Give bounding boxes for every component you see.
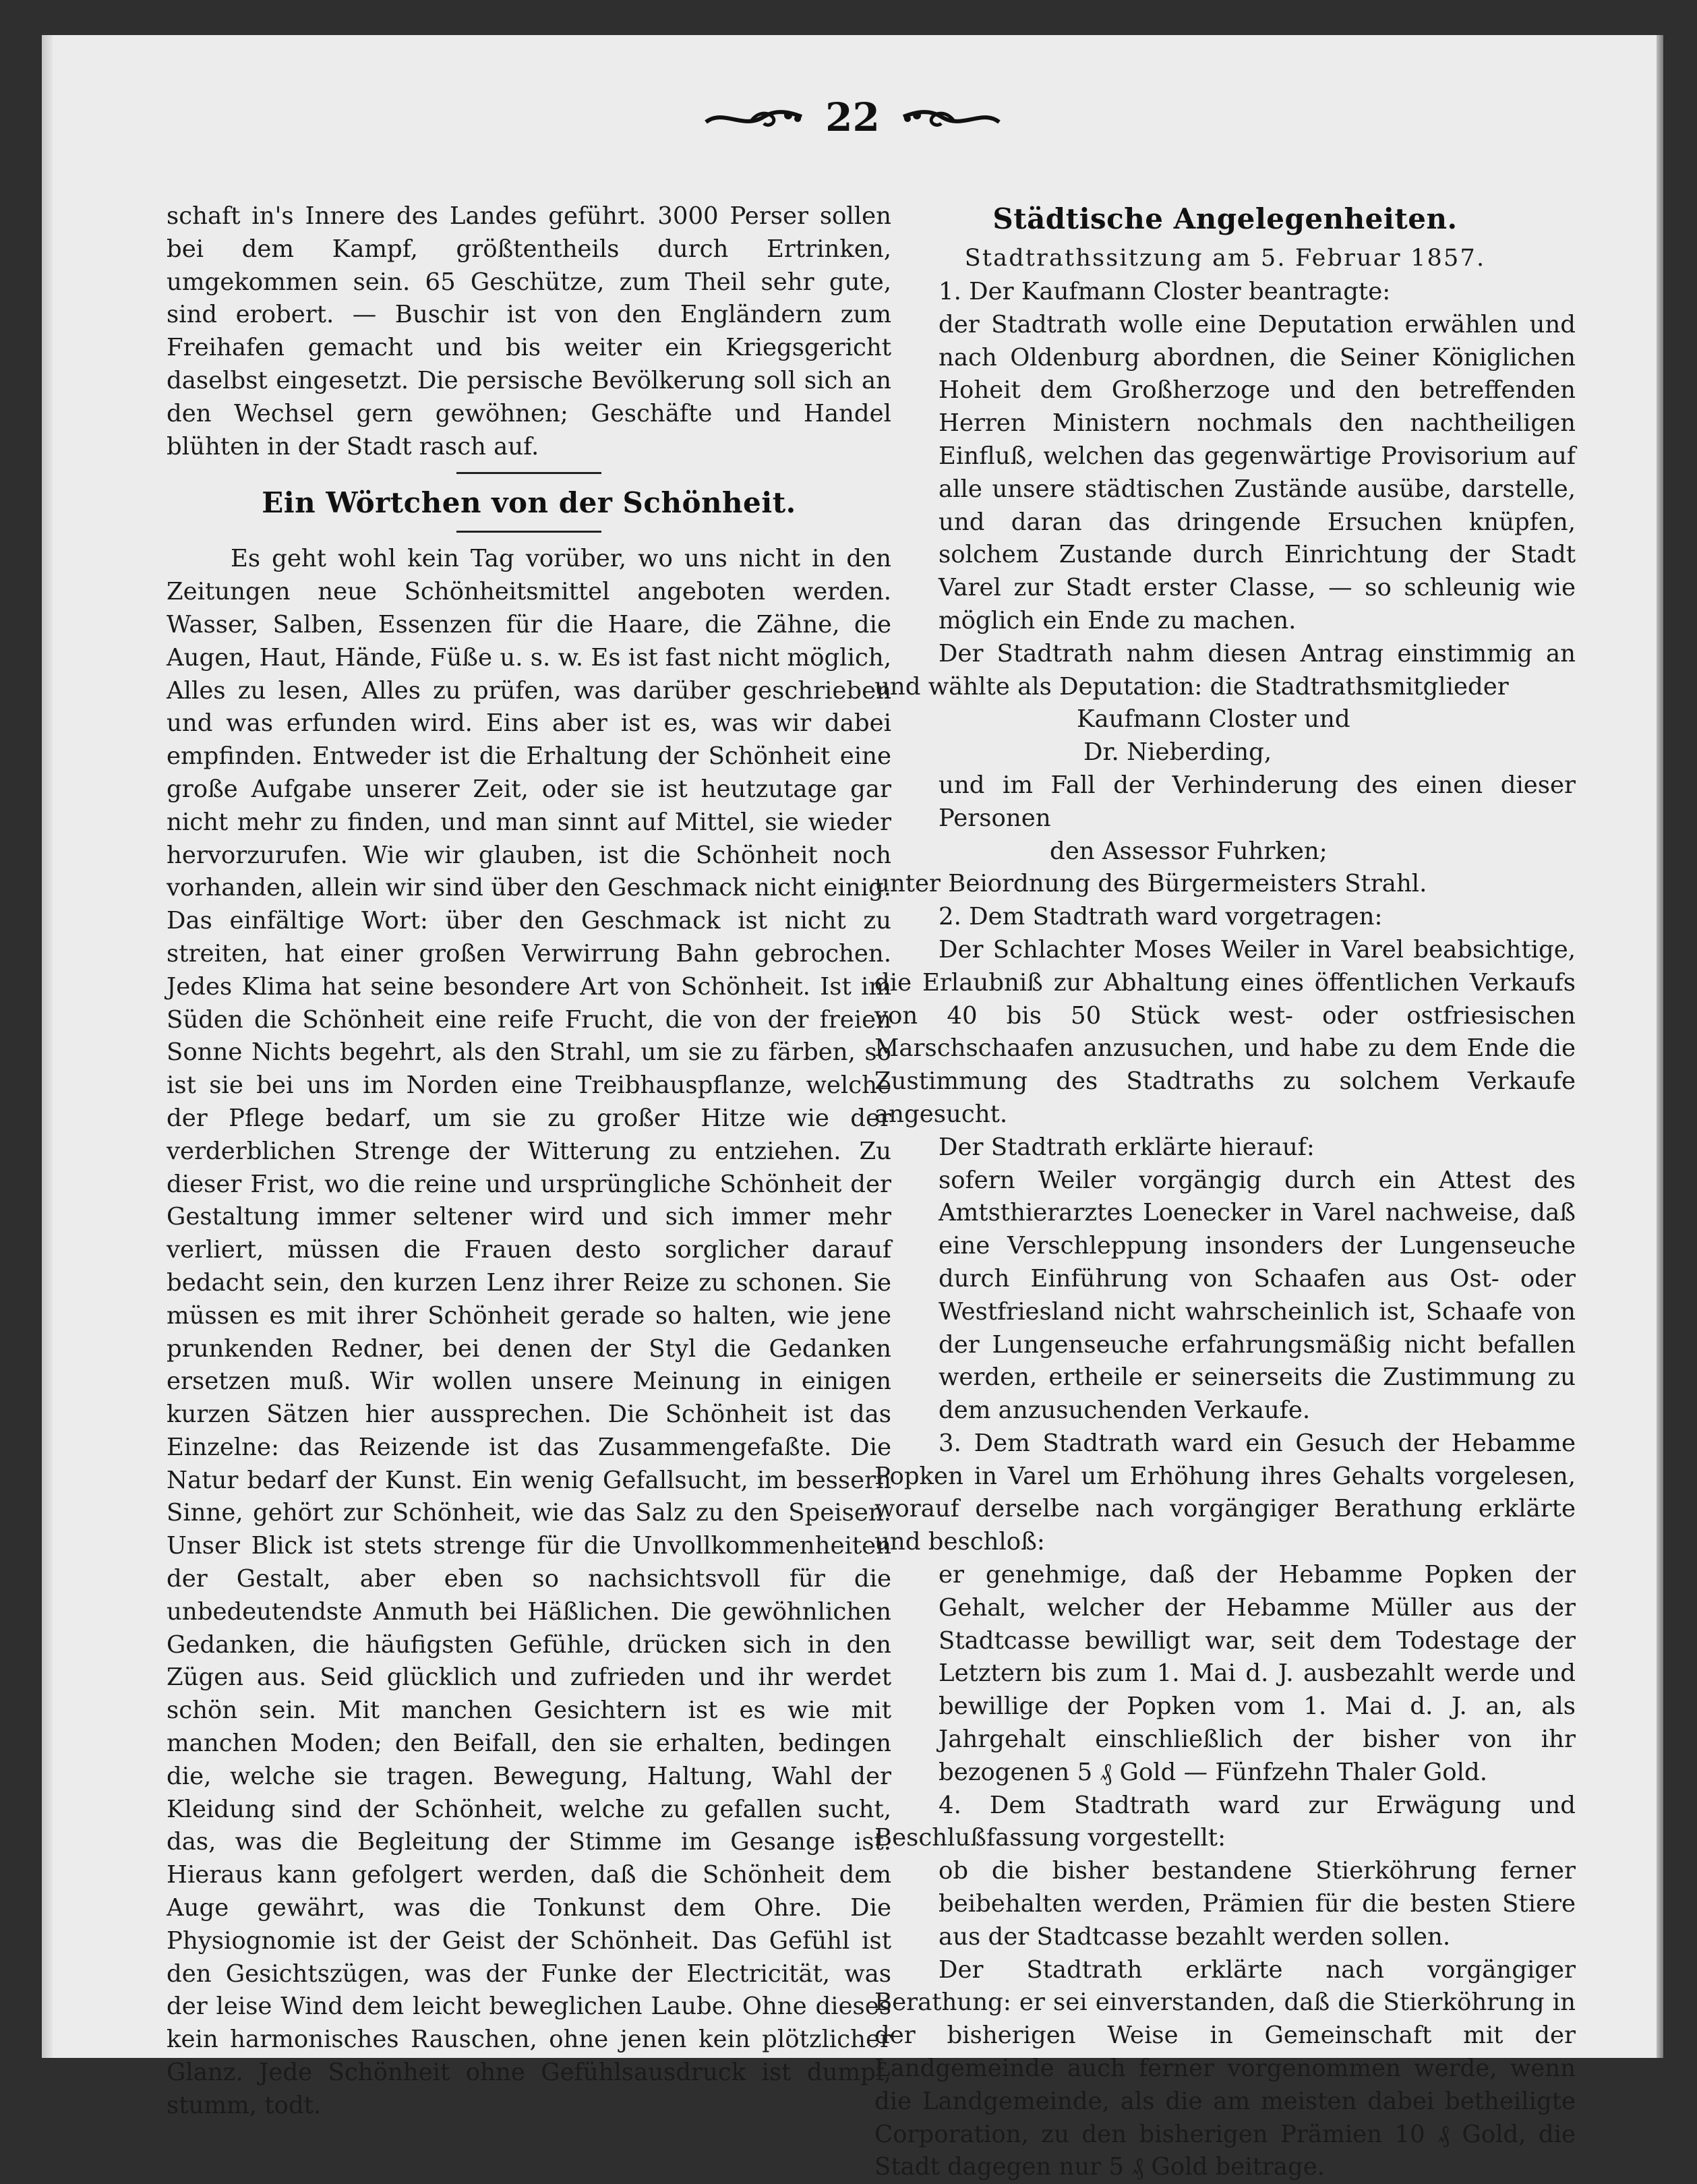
deputy-nieberding: Dr. Nieberding, [1083,738,1272,767]
item-2-decision: sofern Weiler vorgängig durch ein Attest des Amtsthierarztes Loenecker in Varel nachweise, daß eine Verschleppung insonders der Lungenseuche durch Einführung von Schaafen aus Ost- oder Westfriesland nicht wahrscheinlich ist, Schaafe von der Lungenseuche erfahrungsmäßig nicht befallen werden, ertheile er seinerseits die Zustimmung zu dem anzusuchenden Verkaufe. [939,1166,1576,1425]
item-2-heading: 2. Dem Stadtrath ward vorgetragen: [939,903,1383,931]
page-header [42,94,1663,169]
title-underline [456,531,601,533]
item-2-request: Der Schlachter Moses Weiler in Varel beabsichtige, die Erlaubniß zur Abhaltung eines öffentlichen Verkaufs von 40 bis 50 Stück west- oder ostfriesischen Marschschaafen anzusuchen, und habe zu dem Ende die Zustimmung des Stadtraths zu solchem Verkaufe angesucht. [874,935,1576,1128]
page-edge-shadow [1657,35,1663,2058]
article-title: Ein Wörtchen von der Schönheit. [262,486,796,520]
substitute-clause: und im Fall der Verhinderung des einen dieser Personen [939,771,1576,832]
deputy-closter: Kaufmann Closter und [1077,705,1350,734]
item-1-motion: der Stadtrath wolle eine Deputation erwählen und nach Oldenburg abordnen, die Seiner Königlichen Hoheit dem Großherzoge und den betreffenden Herren Ministern nochmals den nachtheiligen Einfluß, welchen das gegenwärtige Provisorium auf alle unsere städtischen Zustände ausübe, darstelle, und daran das dringende Ersuchen knüpfen, solchem Zustande durch Einrichtung der Stadt Varel zur Stadt erster Classe, — so schleunig wie möglich ein Ende zu machen. [939,310,1576,634]
substitute-fuhrken: den Assessor Fuhrken; [1050,837,1328,865]
item-3-request: 3. Dem Stadtrath ward ein Gesuch der Hebamme Popken in Varel um Erhöhung ihres Gehalts vorgelesen, worauf derselbe nach vorgängiger Berathung erklärte und beschloß: [874,1429,1576,1556]
session-heading: Stadtrathssitzung am 5. Februar 1857. [964,245,1486,272]
continued-paragraph: schaft in's Innere des Landes geführt. 3000 Perser sollen bei dem Kampf, größtentheils durch Ertrinken, umgekommen sein. 65 Geschütze, zum Theil sehr gute, sind erobert. — Buschir ist von den Engländern zum Freihafen gemacht und bis weiter ein Kriegsgericht daselbst eingesetzt. Die persische Bevölkerung soll sich an den Wechsel gern gewöhnen; Geschäfte und Handel blühten in der Stadt rasch auf. [167,202,891,461]
item-1-heading: 1. Der Kaufmann Closter beantragte: [939,278,1391,305]
item-3-decision: er genehmige, daß der Hebamme Popken der Gehalt, welcher der Hebamme Müller aus der Stadtcasse bewilligt war, seit dem Todestage der Letztern bis zum 1. Mai d. J. ausbezahlt werde und bewillige der Popken vom 1. Mai d. J. an, als Jahrgehalt einschließlich der bisher von ihr bezogenen 5 ₰ Gold — Fünfzehn Thaler Gold. [939,1561,1576,1786]
page-number: 22 [825,94,880,140]
item-4-heading: 4. Dem Stadtrath ward zur Erwägung und Beschlußfassung vorgestellt: [874,1791,1576,1852]
page-spine-shadow [42,35,53,2058]
mayor-clause: unter Beiordnung des Bürgermeisters Strahl. [874,870,1427,898]
item-2-decision-intro: Der Stadtrath erklärte hierauf: [939,1133,1315,1161]
right-column [874,200,1576,2184]
section-title: Städtische Angelegenheiten. [992,202,1458,235]
section-divider [456,472,601,474]
newspaper-page [42,35,1663,2181]
right-flourish-ornament [901,102,1002,133]
article-body: Es geht wohl kein Tag vorüber, wo uns nicht in den Zeitungen neue Schönheitsmittel angeboten werden. Wasser, Salben, Essenzen für die Haare, die Zähne, die Augen, Haut, Hände, Füße u. s. w. Es ist fast nicht möglich, Alles zu lesen, Alles zu prüfen, was darüber geschrieben und was erfunden wird. Eins aber ist es, was wir dabei empfinden. Entweder ist die Erhaltung der Schönheit eine große Aufgabe unserer Zeit, oder sie ist heutzutage gar nicht mehr zu finden, und man sinnt auf Mittel, sie wieder hervorzurufen. Wie wir glauben, ist die Schönheit noch vorhanden, allein wir sind über den Geschmack nicht einig. Das einfältige Wort: über den Geschmack ist nicht zu streiten, hat einer großen Verwirrung Bahn gebrochen. Jedes Klima hat seine besondere Art von Schönheit. Ist im Süden die Schönheit eine reife Frucht, die von der freien Sonne Nichts begehrt, als den Strahl, um sie zu färben, so ist sie bei uns im Norden eine Treibhauspflanze, welche der Pflege bedarf, um sie zu großer Hitze wie der verderblichen Strenge der Witterung zu entziehen. Zu dieser Frist, wo die reine und ursprüngliche Schönheit der Gestaltung immer seltener wird und sich immer mehr verliert, müssen die Frauen desto sorglicher darauf bedacht sein, den kurzen Lenz ihrer Reize zu schonen. Sie müssen es mit ihrer Schönheit gerade so halten, wie jene prunkenden Redner, bei denen der Styl die Gedanken ersetzen muß. Wir wollen unsere Meinung in einigen kurzen Sätzen hier aussprechen. Die Schönheit ist das Einzelne: das Reizende ist das Zusammengefaßte. Die Natur bedarf der Kunst. Ein wenig Gefallsucht, im bessern Sinne, gehört zur Schönheit, wie das Salz zu den Speisen. Unser Blick ist stets strenge für die Unvollkommenheiten der Gestalt, aber eben so nachsichtsvoll für die unbedeutendste Anmuth bei Häßlichen. Die gewöhnlichen Gedanken, die häufigsten Gefühle, drücken sich in den Zügen aus. Seid glücklich und zufrieden und ihr werdet schön sein. Mit manchen Gesichtern ist es wie mit manchen Moden; den Beifall, den sie erhalten, bedingen die, welche sie tragen. Bewegung, Haltung, Wahl der Kleidung sind der Schönheit, welche zu gefallen sucht, das, was die Begleitung der Stimme im Gesange ist. Hieraus kann gefolgert werden, daß die Schönheit dem Auge gewährt, was die Tonkunst dem Ohre. Die Physiognomie ist der Geist der Schönheit. Das Gefühl ist den Gesichtszügen, was der Funke der Electricität, was der leise Wind dem leicht beweglichen Laube. Ohne dieses kein harmonisches Rauschen, ohne jenen kein plötzlicher Glanz. Jede Schönheit ohne Gefühlsausdruck ist dumpf, stumm, todt. [167,545,891,2119]
item-4-decision: Der Stadtrath erklärte nach vorgängiger Berathung: er sei einverstanden, daß die Stierköhrung in der bisherigen Weise in Gemeinschaft mit der Landgemeinde auch ferner vorgenommen werde, wenn die Landgemeinde, als die am meisten dabei betheiligte Corporation, zu den bisherigen Prämien 10 ₰ Gold, die Stadt dagegen nur 5 ₰ Gold beitrage. [874,1955,1576,2181]
left-flourish-ornament [703,102,804,133]
item-1-decision: Der Stadtrath nahm diesen Antrag einstimmig an und wählte als Deputation: die Stadtrathsmitglieder [874,639,1576,701]
item-4-question: ob die bisher bestandene Stierköhrung ferner beibehalten werden, Prämien für die besten Stiere aus der Stadtcasse bezahlt werden sollen. [939,1857,1576,1951]
left-column [167,200,891,2123]
